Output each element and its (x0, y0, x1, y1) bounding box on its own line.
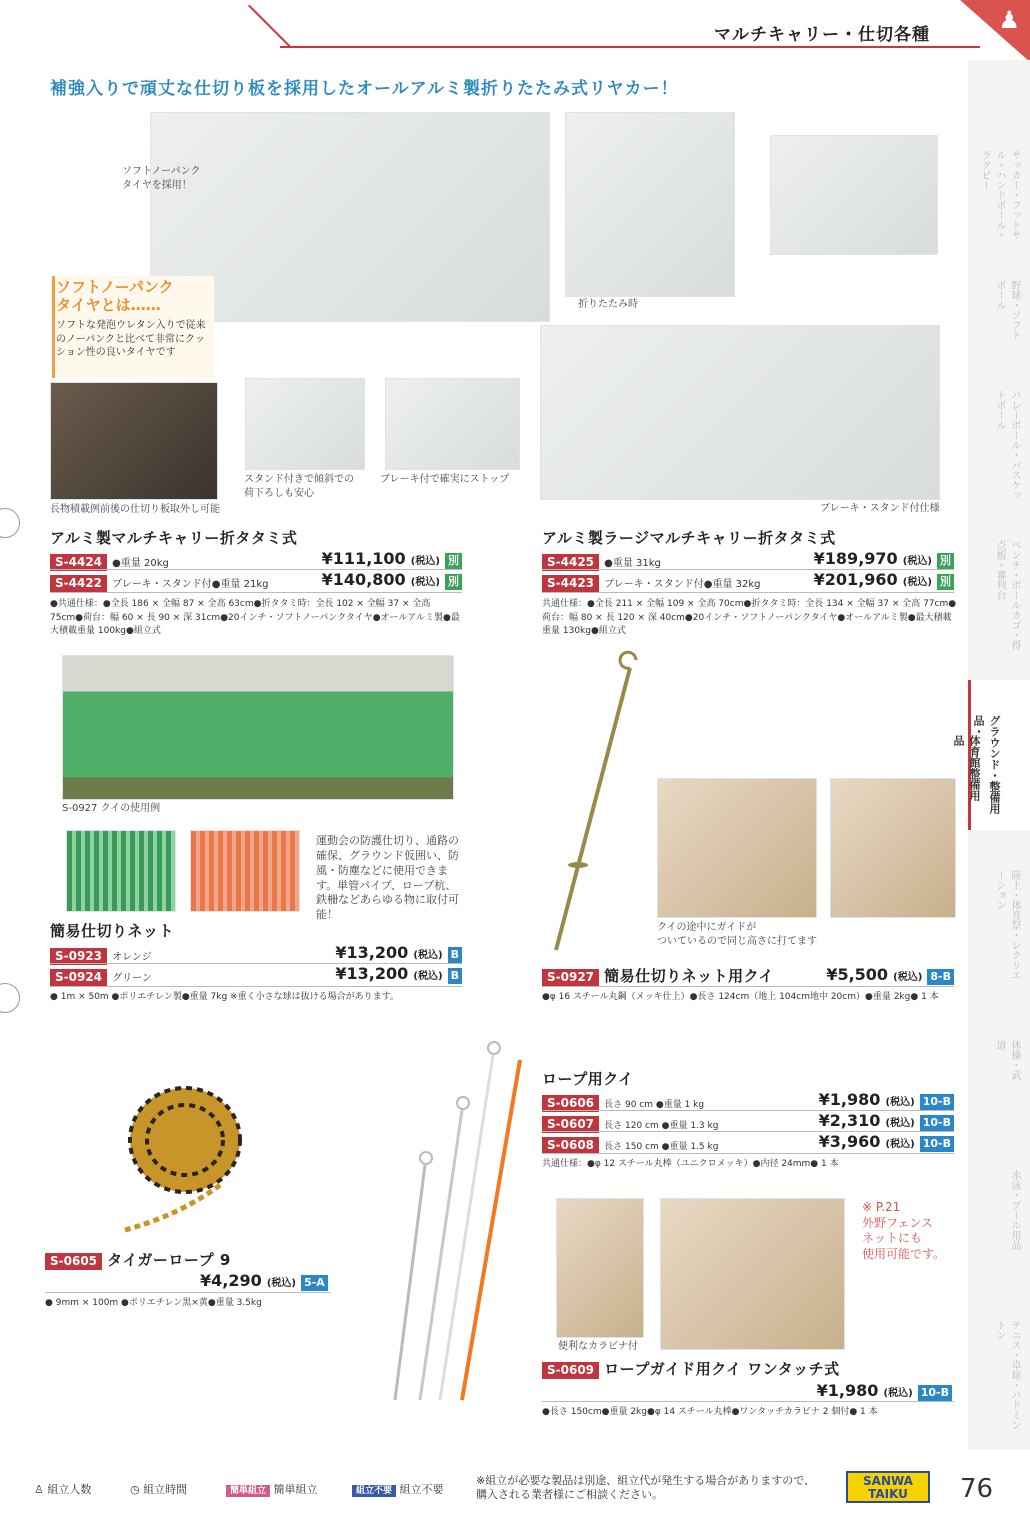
product-price: ¥189,970 (813, 549, 898, 568)
clock-icon: ◷ (130, 1483, 140, 1496)
product-code: S-0927 (542, 969, 599, 986)
net-usage-photo (62, 655, 454, 800)
product-row (50, 945, 462, 965)
header-rule (280, 46, 980, 48)
side-item-gym[interactable]: 体育館整備用品 (952, 735, 981, 801)
cart-photo-folded-side (770, 135, 938, 255)
product-spec: ●重量 20kg (112, 558, 169, 569)
delivery-badge: B (448, 968, 462, 984)
side-item-gymnastics[interactable]: 体操・武道 (994, 1040, 1020, 1080)
side-item-bench[interactable]: ベンチ・ボールカゴ・得点板・審判台 (994, 540, 1020, 650)
caption-usage: S-0927 クイの使用例 (62, 803, 161, 814)
product-spec: 長さ 120 cm ●重量 1.3 kg (604, 1121, 719, 1131)
tax-label: (税込) (902, 556, 932, 567)
caption-folded: 折りたたみ時 (578, 299, 638, 310)
stake-hook-photo (830, 778, 956, 918)
tax-label: (税込) (413, 950, 443, 961)
footer-legend-time: ◷ 組立時間 (130, 1483, 188, 1496)
page-number: 76 (960, 1474, 994, 1504)
stake-guide-photo (657, 778, 817, 918)
product-note: ●共通仕様：●全長 186 × 全幅 87 × 全高 63cm●折タタミ時：全長 102 × 全幅 37 × 全高 75cm●荷台：幅 60 × 長 90 × 深 31cm●20インチ・ソフトノーパンクタイヤ●オールアルミ製●最大積載重量 100kg●組立式 (50, 599, 460, 636)
side-item-swimming[interactable]: 水泳・プール用品 (1009, 1170, 1020, 1250)
product-price: ¥13,200 (335, 964, 409, 983)
product-code: S-4422 (50, 575, 107, 592)
product-title-alu-large: アルミ製ラージマルチキャリー折タタミ式 (542, 529, 836, 547)
tax-label: (税込) (883, 1388, 913, 1399)
tiger-rope-illustration (110, 1075, 260, 1245)
tax-label: (税込) (893, 972, 923, 983)
side-item-soccer[interactable]: サッカー・フットサル・ハンドボール・ラグビー (979, 150, 1020, 240)
product-title-net: 簡易仕切りネット (50, 922, 175, 940)
product-title-stake: 簡易仕切りネット用クイ (604, 967, 774, 985)
product-title-rope-stake: ロープ用クイ (542, 1070, 634, 1088)
easy-assembly-badge: 簡単組立 (226, 1485, 270, 1497)
side-item-baseball[interactable]: 野球・ソフトボール (994, 280, 1020, 340)
product-title-tiger: タイガーロープ 9 (107, 1251, 231, 1269)
cart-photo-large (540, 325, 940, 500)
row-divider (50, 592, 462, 593)
row-divider (542, 986, 954, 987)
delivery-badge: 10-B (918, 1385, 952, 1401)
product-price: ¥13,200 (335, 943, 409, 962)
side-item-volleyball[interactable]: バレーボール・バスケットボール (994, 390, 1020, 500)
product-code: S-0608 (542, 1137, 599, 1154)
product-spec: グリーン (112, 973, 152, 984)
product-price: ¥2,310 (818, 1111, 881, 1130)
section-title: マルチキャリー・仕切各種 (714, 25, 930, 45)
side-item-ground[interactable]: グラウンド・整備用品・ (972, 715, 1001, 814)
no-assembly-badge: 組立不要 (352, 1485, 396, 1497)
caption-carabiner: 便利なカラビナ付 (558, 1341, 638, 1352)
delivery-badge: 10-B (920, 1115, 954, 1131)
product-price: ¥3,960 (818, 1132, 881, 1151)
delivery-badge: 別 (445, 574, 462, 590)
header-diagonal (248, 5, 292, 49)
product-price: ¥1,980 (816, 1381, 879, 1400)
person-icon: ♙ (34, 1483, 44, 1496)
product-code: S-0923 (50, 948, 107, 965)
product-note: ● 1m × 50m ●ポリエチレン製●重量 7kg ※重く小さな球は抜ける場合があります。 (50, 992, 399, 1002)
product-spec: 長さ 150 cm ●重量 1.5 kg (604, 1142, 719, 1152)
cart-photo-stand (245, 378, 365, 470)
product-title-alu-multi: アルミ製マルチキャリー折タタミ式 (50, 529, 298, 547)
product-row (50, 572, 462, 592)
delivery-badge: 5-A (301, 1275, 328, 1291)
cart-photo-folded (565, 112, 735, 297)
delivery-badge: 10-B (920, 1094, 954, 1110)
product-row (50, 551, 462, 571)
row-divider (542, 1153, 954, 1154)
caption-soft-tire: ソフトノーパンク タイヤを採用！ (122, 166, 201, 191)
product-code: S-4425 (542, 554, 599, 571)
product-note: ● 9mm × 100m ●ポリエチレン黒×黄●重量 3.5kg (45, 1298, 262, 1308)
tax-label: (税込) (885, 1139, 915, 1150)
delivery-badge: 別 (937, 553, 954, 569)
tax-label: (税込) (410, 556, 440, 567)
callout-body: ソフトな発泡ウレタン入りで従来のノーパンクと比べて非常にクッション性の良いタイヤです (56, 320, 206, 358)
guide-remark: ※ P.21 外野フェンス ネットにも 使用可能です。 (862, 1200, 946, 1261)
footer-legend-none: 組立不要 組立不要 (352, 1481, 444, 1497)
tax-label: (税込) (413, 971, 443, 982)
product-row (542, 1113, 954, 1133)
net-sample-orange (190, 830, 300, 912)
product-row (542, 1092, 954, 1112)
side-item-athletics[interactable]: 陸上・体育祭・レクリエーション (994, 870, 1020, 980)
product-code: S-0607 (542, 1116, 599, 1133)
product-spec: ●重量 31kg (604, 558, 661, 569)
binder-hole (0, 983, 20, 1013)
product-note: 共通仕様：●φ 12 スチール丸棒（ユニクロメッキ）●内径 24mm● 1 本 (542, 1159, 839, 1169)
tax-label: (税込) (885, 1097, 915, 1108)
product-spec: オレンジ (112, 952, 152, 963)
sanwa-logo: SANWA TAIKU (846, 1471, 930, 1503)
product-code: S-0924 (50, 969, 107, 986)
product-price: ¥4,290 (200, 1271, 262, 1290)
footer-legend-easy: 簡単組立 簡単組立 (226, 1481, 318, 1497)
tax-label: (税込) (885, 1118, 915, 1129)
caption-guide: クイの途中にガイドが ついているので同じ高さに打てます (657, 922, 817, 947)
side-item-tennis[interactable]: テニス・卓球・バドミントン (994, 1320, 1020, 1430)
product-row (542, 572, 954, 592)
walking-person-icon: ♟ (998, 6, 1020, 34)
product-row (50, 966, 462, 986)
product-title-guide: ロープガイド用クイ ワンタッチ式 (604, 1360, 840, 1378)
caption-brake-stand: ブレーキ・スタンド付仕様 (820, 503, 940, 514)
cart-photo-brake (385, 378, 520, 470)
carabiner-photo (556, 1198, 644, 1338)
product-note: ●長さ 150cm●重量 2kg●φ 14 スチール丸棒●ワンタッチカラビナ 2 個付● 1 本 (542, 1407, 878, 1417)
product-spec: 長さ 90 cm ●重量 1 kg (604, 1100, 705, 1110)
product-price: ¥111,100 (321, 549, 406, 568)
product-note: 共通仕様：●全長 211 × 全幅 109 × 全高 70cm●折タタミ時：全長 134 × 全幅 37 × 全高 77cm●荷台：幅 80 × 長 120 × 深 40cm●20インチ・ソフトノーパンクタイヤ●オールアルミ製●最大積載重量 130kg●組立式 (542, 599, 957, 636)
product-spec: ブレーキ・スタンド付●重量 32kg (604, 579, 761, 590)
product-price-row (200, 1271, 328, 1291)
binder-hole (0, 508, 20, 538)
product-price: ¥201,960 (813, 570, 898, 589)
delivery-badge: 8-B (927, 969, 954, 985)
tax-label: (税込) (266, 1278, 296, 1289)
delivery-badge: B (448, 947, 462, 963)
product-code: S-0606 (542, 1095, 599, 1112)
cart-photo-long-cargo (50, 382, 218, 500)
row-divider (542, 1401, 954, 1402)
product-code: S-0605 (45, 1253, 102, 1270)
product-code: S-0609 (542, 1362, 599, 1379)
product-row-tiger (45, 1249, 330, 1270)
product-note: ●φ 16 スチール丸鋼（メッキ仕上）●長さ 124cm（地上 104cm地中 20cm）●重量 2kg● 1 本 (542, 992, 939, 1002)
product-row (542, 1134, 954, 1154)
product-price: ¥1,980 (818, 1090, 881, 1109)
product-price-row (817, 1381, 952, 1401)
caption-stand: スタンド付きで傾斜での 荷下ろしも安心 (244, 474, 354, 499)
product-row (542, 551, 954, 571)
caption-long-cargo: 長物積載例前後の仕切り板取外し可能 (50, 504, 220, 515)
row-divider (542, 592, 954, 593)
product-spec: ブレーキ・スタンド付●重量 21kg (112, 579, 269, 590)
product-code: S-4424 (50, 554, 107, 571)
delivery-badge: 別 (937, 574, 954, 590)
row-divider (50, 986, 462, 987)
net-description: 運動会の防護仕切り、通路の確保、グラウンド仮囲い、防風・防塵などに使用できます。単管パイプ、ロープ杭、鉄柵などあらゆる物に取付可能！ (316, 834, 459, 922)
rope-guide-photo (660, 1198, 845, 1350)
caption-brake: ブレーキ付で確実にストップ (380, 474, 510, 485)
product-price: ¥5,500 (826, 965, 889, 984)
stake-illustration (548, 650, 648, 960)
headline: 補強入りで頑丈な仕切り板を採用したオールアルミ製折りたたみ式リヤカー！ (50, 79, 679, 99)
footer-legend-people: ♙ 組立人数 (34, 1483, 92, 1496)
delivery-badge: 10-B (920, 1136, 954, 1152)
tax-label: (税込) (902, 577, 932, 588)
product-price: ¥140,800 (321, 570, 406, 589)
product-row-guide (542, 1358, 954, 1379)
net-sample-green (66, 830, 176, 912)
delivery-badge: 別 (445, 553, 462, 569)
row-divider (45, 1292, 330, 1293)
footer-notice: ※組立が必要な製品は別途、組立代が発生する場合がありますので、 購入される業者様にご相談ください。 (476, 1474, 815, 1502)
rope-stakes-illustration (380, 1040, 530, 1410)
product-code: S-4423 (542, 575, 599, 592)
product-row-stake (542, 965, 954, 986)
tax-label: (税込) (410, 577, 440, 588)
callout-title: ソフトノーパンク タイヤとは…… (56, 278, 174, 314)
